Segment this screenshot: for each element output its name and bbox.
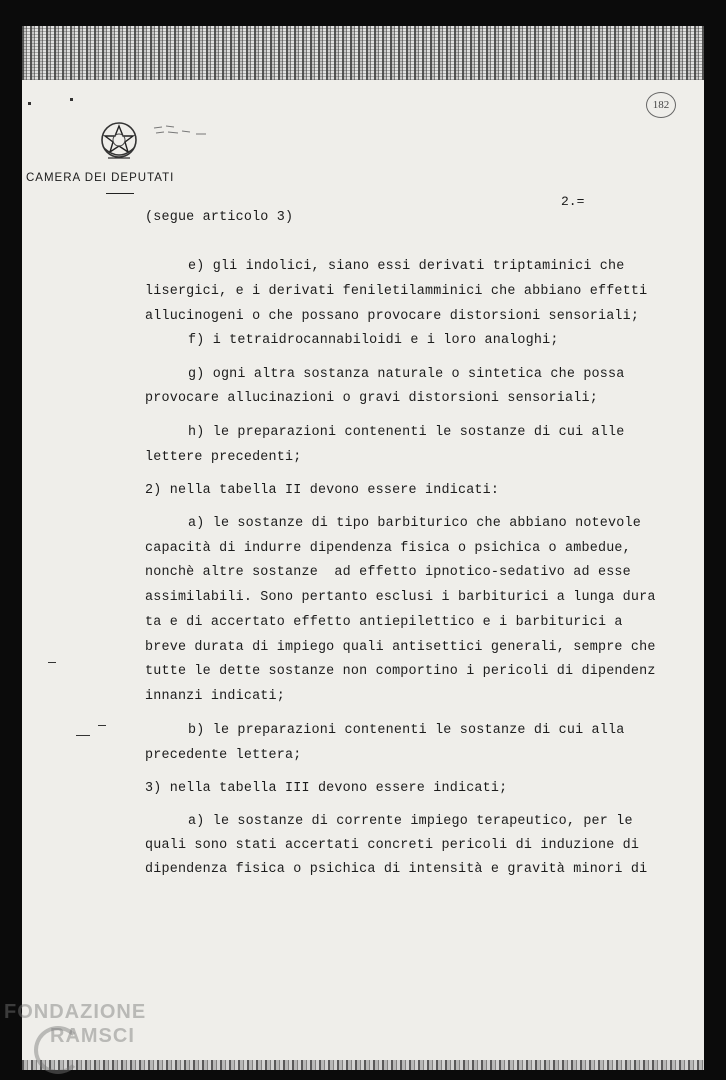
margin-mark	[48, 662, 56, 663]
text-line: b) le preparazioni contenenti le sostanze di cui alla	[188, 723, 625, 738]
text-line: breve durata di impiego quali antisettici generali, sempre che	[145, 640, 656, 655]
text-line: a) le sostanze di corrente impiego terapeutico, per le	[188, 814, 633, 829]
text-line: 2) nella tabella II devono essere indicati:	[145, 483, 500, 498]
scan-edge-top	[22, 26, 704, 80]
text-line: a) le sostanze di tipo barbiturico che abbiano notevole	[188, 516, 641, 531]
scan-speck	[70, 98, 73, 101]
watermark	[4, 1000, 147, 1047]
text-line: assimilabili. Sono pertanto esclusi i barbiturici a lunga dura	[145, 590, 656, 605]
text-line: (segue articolo 3)	[145, 210, 294, 225]
archive-stamp: 182	[646, 92, 676, 118]
text-line: f) i tetraidrocannabiloidi e i loro analoghi;	[188, 333, 559, 348]
text-line: dipendenza fisica o psichica di intensità e gravità minori di	[145, 862, 648, 877]
institution-underline	[106, 193, 134, 194]
text-line: quali sono stati accertati concreti pericoli di induzione di	[145, 838, 640, 853]
text-line: lisergici, e i derivati feniletilamminici che abbiano effetti	[145, 284, 648, 299]
text-line: g) ogni altra sostanza naturale o sintetica che possa	[188, 367, 625, 382]
page-number: 2.=	[561, 194, 585, 209]
text-line: nonchè altre sostanze ad effetto ipnotico-sedativo ad esse	[145, 565, 631, 580]
watermark-line2: RAMSCI	[50, 1025, 135, 1047]
scan-edge-bottom	[22, 1060, 704, 1070]
margin-mark	[98, 725, 106, 726]
scribble-mark-icon	[152, 122, 210, 138]
text-line: ta e di accertato effetto antiepilettico e i barbiturici a	[145, 615, 623, 630]
scan-speck	[28, 102, 31, 105]
text-line: lettere precedenti;	[145, 450, 302, 465]
text-line: capacità di indurre dipendenza fisica o psichica o ambedue,	[145, 541, 631, 556]
emblem-icon	[98, 118, 140, 164]
text-line: innanzi indicati;	[145, 689, 286, 704]
text-line: allucinogeni o che possano provocare distorsioni sensoriali;	[145, 309, 640, 324]
institution-name: CAMERA DEI DEPUTATI	[26, 172, 175, 184]
text-line: tutte le dette sostanze non comportino i pericoli di dipendenz	[145, 664, 656, 679]
text-line: provocare allucinazioni o gravi distorsioni sensoriali;	[145, 391, 598, 406]
watermark-line1: FONDAZIONE	[4, 1001, 147, 1023]
text-line: h) le preparazioni contenenti le sostanze di cui alle	[188, 425, 625, 440]
text-line: 3) nella tabella III devono essere indicati;	[145, 781, 508, 796]
text-line: precedente lettera;	[145, 748, 302, 763]
text-line: e) gli indolici, siano essi derivati triptaminici che	[188, 259, 625, 274]
margin-mark	[76, 735, 90, 736]
